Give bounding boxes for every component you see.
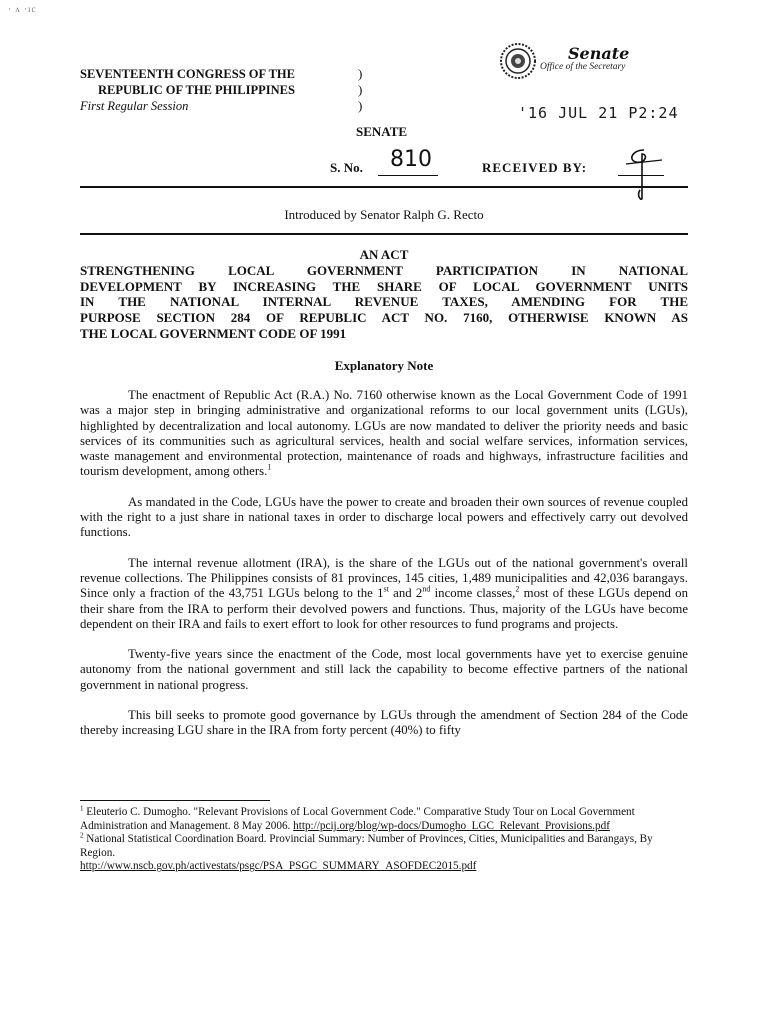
chamber-label: SENATE <box>356 124 408 139</box>
footnote-text: National Statistical Coordination Board. Provincial Summary: Number of Provinces, Cities, Municipalities and Barangays, By Region. <box>80 833 653 859</box>
act-title-line: IN THE NATIONAL INTERNAL REVENUE TAXES, AMENDING FOR THE <box>80 294 688 310</box>
bill-number-label: S. No. <box>330 160 363 175</box>
footnote-1 <box>80 806 688 833</box>
act-title-block <box>80 247 688 342</box>
footnote-2 <box>80 833 688 860</box>
bracket: ) <box>358 66 363 81</box>
congress-header <box>80 66 295 114</box>
footnote-text: Eleuterio C. Dumogho. "Relevant Provisions of Local Government Code." Comparative Study Tour on Local Government Administration and Management. 8 May 2006. <box>80 806 635 832</box>
footnote-link[interactable]: http://www.nscb.gov.ph/activestats/psgc/PSA_PSGC_SUMMARY_ASOFDEC2015.pdf <box>80 860 477 873</box>
footnote-number: 2 <box>80 831 84 840</box>
signature-mark <box>622 144 666 200</box>
received-by-label: RECEIVED BY: <box>482 160 588 175</box>
paragraph: This bill seeks to promote good governance by LGUs through the amendment of Section 284 of the Code thereby increasing LGU share in the IRA from forty percent (40%) to fifty <box>80 708 688 738</box>
bracket: ) <box>358 82 363 97</box>
footnote-ref: 1 <box>267 463 272 473</box>
header-brackets <box>358 66 372 114</box>
paragraph: As mandated in the Code, LGUs have the power to create and broaden their own sources of revenue coupled with the right to a just share in national taxes in order to discharge local powers and effectively carry out devolved functions. <box>80 494 688 540</box>
scan-corner-mark: · ʌ ·ıc <box>8 4 37 14</box>
paragraph-text: income classes, <box>430 586 516 601</box>
ordinal-suffix: st <box>383 585 389 594</box>
act-title <box>80 263 688 342</box>
explanatory-note-body <box>80 388 688 754</box>
paragraph <box>80 388 688 480</box>
congress-line: REPUBLIC OF THE PHILIPPINES <box>98 83 295 97</box>
act-title-line: STRENGTHENING LOCAL GOVERNMENT PARTICIPATION IN NATIONAL <box>80 262 688 278</box>
introduced-by: Introduced by Senator Ralph G. Recto <box>284 207 484 222</box>
paragraph-text: The enactment of Republic Act (R.A.) No. 7160 otherwise known as the Local Government Code of 1991 was a major step in bringing administrative and organizational reforms to our local government units (LGUs), highlighted by decentralization and local autonomy. LGUs are now mandated to deliver the priority needs and basic services of its communities such as agricultural services, health and social welfare services, information services, waste management and environmental protection, maintenance of roads and highways, infrastructure facilities and tourism development, among others. <box>80 388 688 479</box>
senate-seal-icon <box>498 42 538 80</box>
act-title-line: THE LOCAL GOVERNMENT CODE OF 1991 <box>80 325 347 341</box>
paragraph-text: The internal revenue allotment (IRA), is the share of the LGUs out of the national government's overall revenue collections. The Philippines consists of 81 provinces, 145 cities, 1,489 municipalities and 42,036 barangays. Since only a fraction of the 43,751 LGUs belong to the 1 <box>80 555 688 601</box>
intro-divider <box>80 233 688 235</box>
bracket: ) <box>358 98 363 113</box>
bill-number-underline <box>378 175 438 176</box>
paragraph-text: and 2 <box>388 586 423 601</box>
bill-number-value: 810 <box>390 147 432 172</box>
footnote-2-link-line <box>80 860 688 874</box>
ordinal-suffix: nd <box>422 585 431 594</box>
session-label: First Regular Session <box>80 99 189 113</box>
act-title-line: PURPOSE SECTION 284 OF REPUBLIC ACT NO. 7160, OTHERWISE KNOWN AS <box>80 310 688 326</box>
paragraph: Twenty-five years since the enactment of the Code, most local governments have yet to exercise genuine autonomy from the national government and still lack the capability to become effective partners of the national government in national progress. <box>80 647 688 692</box>
congress-line: SEVENTEENTH CONGRESS OF THE <box>80 67 295 81</box>
received-date-stamp: '16 JUL 21 P2:24 <box>518 104 679 122</box>
act-title-line: DEVELOPMENT BY INCREASING THE SHARE OF LOCAL GOVERNMENT UNITS <box>80 278 688 294</box>
header-divider <box>80 186 688 188</box>
footnote-number: 1 <box>80 804 84 813</box>
footnote-link[interactable]: http://pcij.org/blog/wp-docs/Dumogho_LGC_Relevant_Provisions.pdf <box>293 819 610 832</box>
footnote-ref: 2 <box>515 585 520 594</box>
act-heading: AN ACT <box>359 247 409 262</box>
senate-script-title: Senate <box>568 44 630 63</box>
paragraph <box>80 556 688 632</box>
footnote-divider <box>80 800 270 801</box>
office-script-label: Office of the Secretary <box>540 62 626 72</box>
footnotes <box>80 806 688 874</box>
paragraph-text: most of these LGUs depend on their share from the IRA to perform their devolved powers and functions. Thus, majority of the LGUs have become dependent on their IRA and fails to exert effort to look for other resources to fund programs and projects. <box>80 586 688 631</box>
explanatory-note-heading: Explanatory Note <box>334 358 434 373</box>
